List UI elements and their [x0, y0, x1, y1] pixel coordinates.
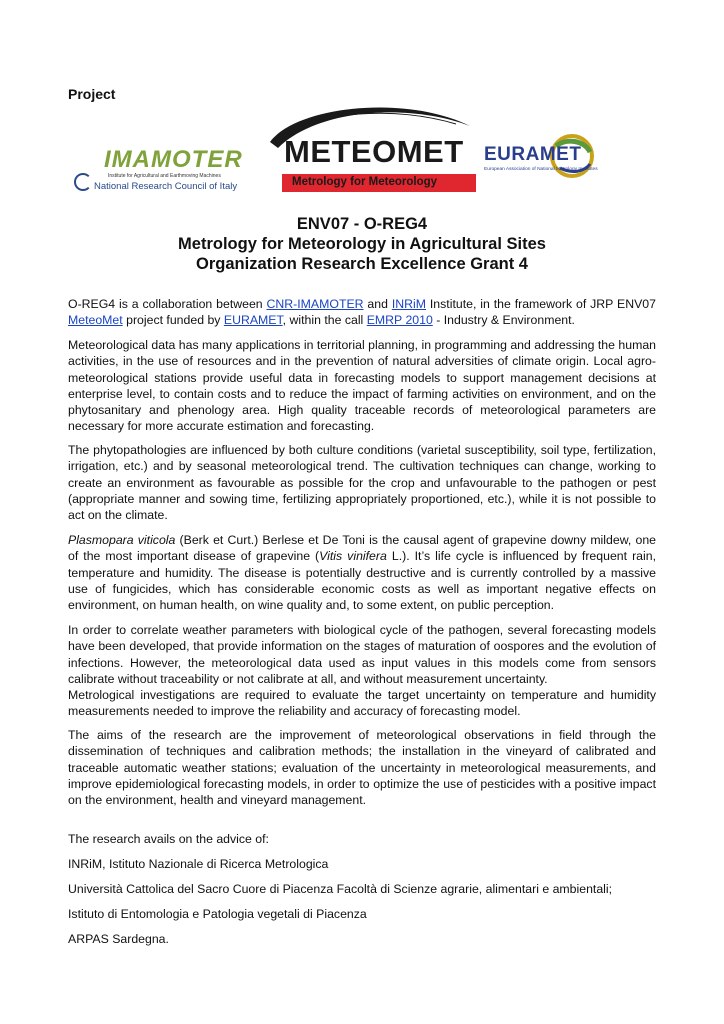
imamoter-logo	[72, 142, 252, 198]
paragraph-meteorological-data: Meteorological data has many applications in territorial planning, in programming and addressing the human activities, in the use of resources and in the prevention of natural adversities of climate origin. Local agro-meteorological stations provide useful data in forecasting models to support management decisions at enterprise level, to contain costs and to reduce the impact of farming activities on environment, and on the phytosanitary and phenology area. High quality traceable records of meteorological parameters are necessary for more accurate estimation and forecasting.	[68, 338, 656, 434]
paragraph-plasmopara: Plasmopara viticola (Berk et Curt.) Berlese et De Toni is the causal agent of grapevine downy mildew, one of the most important disease of grapevine (Vitis vinifera L.). It’s life cycle is influenced by frequent rain, temperature and humidity. The disease is potentially destructive and is currently controlled by a massive use of fungicides, which has considerable economic costs as well as important negative effects on environment, on human health, on wine quality and, to some extent, on public perception.	[68, 533, 656, 613]
euramet-logo	[480, 134, 620, 190]
document-title-line-1: ENV07 - O-REG4	[296, 215, 428, 233]
advice-item: ARPAS Sardegna.	[68, 932, 169, 946]
paragraph-research-aims: The aims of the research are the improvement of meteorological observations in field through the dissemination of techniques and calibration methods; the installation in the vineyard of calibrated and traceable automatic weather stations; evaluation of the uncertainty in meteorological measurements, and improve epidemiological forecasting models, in order to optimize the use of pesticides with a positive impact on the environment, health and vineyard management.	[68, 728, 656, 808]
euramet-link[interactable]: EURAMET	[223, 313, 283, 328]
cnr-logo-icon	[74, 173, 92, 191]
inrim-link[interactable]: INRiM	[391, 297, 426, 311]
advice-intro: The research avails on the advice of:	[68, 832, 269, 846]
document-title-line-3: Organization Research Excellence Grant 4	[196, 255, 528, 273]
meteomet-logo-tagline: Metrology for Meteorology	[292, 176, 438, 188]
meteomet-link[interactable]: MeteoMet	[68, 313, 123, 328]
euramet-logo-subtitle: European Association of National Metrology Institutes	[484, 167, 598, 172]
advice-item: Università Cattolica del Sacro Cuore di Piacenza Facoltà di Scienze agrarie, alimentari e ambientali;	[68, 882, 613, 896]
imamoter-logo-subtitle: Institute for Agricultural and Earthmoving Machines	[108, 173, 221, 179]
paragraph-forecasting-models: In order to correlate weather parameters with biological cycle of the pathogen, several forecasting models have been developed, that provide information on the stages of maturation of oospores and the evolution of infections. However, the meteorological data used as input values in this models come from sensors calibrate without traceability or not calibrate at all, and without measurement uncertainty.	[68, 623, 656, 686]
meteomet-logo-text: METEOMET	[284, 134, 464, 169]
meteomet-logo	[256, 100, 476, 200]
document-title-line-2: Metrology for Meteorology in Agricultural Sites	[178, 235, 546, 253]
intro-paragraph: O-REG4 is a collaboration between CNR-IMAMOTER and INRiM Institute, in the framework of JRP ENV07 MeteoMet project funded by EURAMET, within the call EMRP 2010 - Industry & Environment.	[68, 297, 656, 328]
paragraph-phytopathologies: The phytopathologies are influenced by both culture conditions (varietal susceptibility, soil type, fertilization, irrigation, etc.) and by seasonal meteorological trend. The cultivation techniques can change, working to create an environment as favourable as possible for the crop and unfavourable to the pathogen or pest (appropriate manner and sowing time, fertilizing appropriately proportioned, etc.), while it is not possible to act on the climate.	[68, 443, 656, 523]
advice-item: INRiM, Istituto Nazionale di Ricerca Metrologica	[68, 857, 329, 871]
paragraph-metrological-investigations: Metrological investigations are required to evaluate the target uncertainty on temperature and humidity measurements needed to improve the reliability and accuracy of forecasting model.	[68, 688, 656, 719]
euramet-logo-text: EURAMET	[484, 144, 582, 165]
advice-item: Istituto di Entomologia e Patologia vegetali di Piacenza	[68, 907, 367, 921]
imamoter-logo-org: National Research Council of Italy	[94, 181, 238, 192]
cnr-imamoter-link[interactable]: CNR-IMAMOTER	[266, 297, 364, 311]
imamoter-logo-text: IMAMOTER	[104, 146, 243, 173]
emrp-2010-link[interactable]: EMRP 2010	[366, 313, 433, 328]
section-heading: Project	[68, 86, 116, 102]
